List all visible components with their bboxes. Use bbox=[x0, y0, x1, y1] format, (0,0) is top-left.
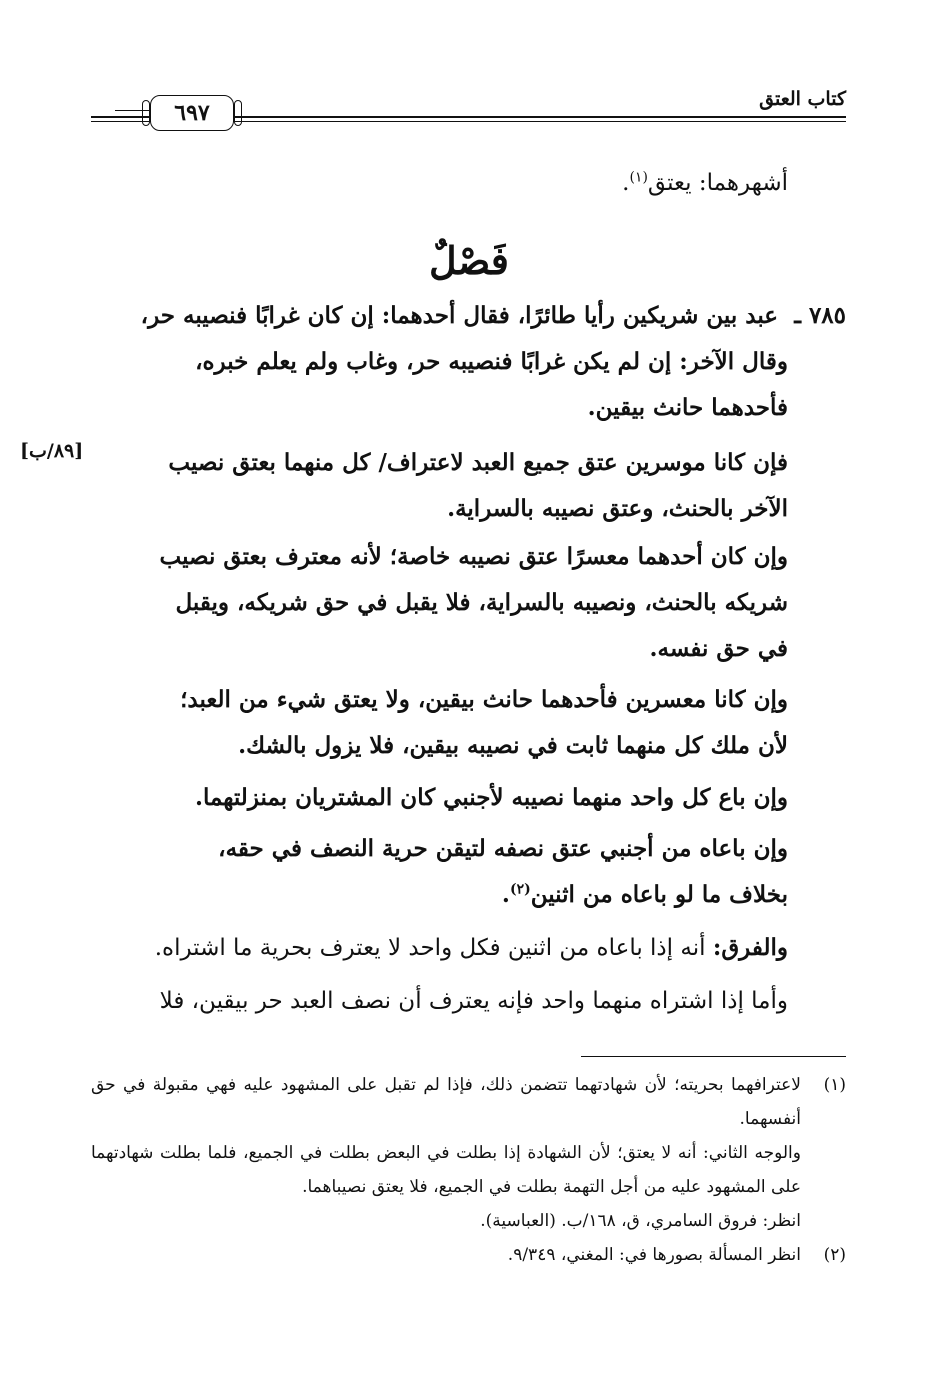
difference-text: أنه إذا باعاه من اثنين فكل واحد لا يعترف بحرية ما اشتراه. bbox=[154, 935, 706, 961]
paragraph-sold-to-one: وإن باعاه من أجنبي عتق نصفه لتيقن حرية النصف في حقه، بخلاف ما لو باعاه من اثنين$^{(٢)}$. bbox=[218, 835, 788, 908]
footnote-2 bbox=[91, 1238, 846, 1272]
paragraph-sold-to-one-text: وإن باعاه من أجنبي عتق نصفه لتيقن حرية النصف في حقه، بخلاف ما لو باعاه من اثنين bbox=[218, 835, 788, 908]
page-number-frame bbox=[150, 95, 234, 131]
footnote-ref-1[interactable]: (١) bbox=[629, 169, 648, 186]
opening-line-text: أشهرهما: يعتق bbox=[647, 170, 788, 196]
paragraph-difference bbox=[153, 925, 788, 971]
footnotes bbox=[91, 1068, 846, 1272]
entry-number: ٧٨٥ ـ bbox=[794, 302, 846, 329]
footnote-2-text: انظر المسألة بصورها في: المغني، ٩/٣٤٩. bbox=[507, 1245, 801, 1265]
paragraph-sold-to-stranger: وإن باع كل واحد منهما نصيبه لأجنبي كان المشتريان بمنزلتهما. bbox=[194, 784, 788, 811]
footnote-1-citation: انظر: فروق السامري، ق، ١٦٨/ب. (العباسية). bbox=[480, 1211, 801, 1231]
section-heading: فَصْلٌ bbox=[429, 238, 509, 283]
paragraph-one-insolvent: وإن كان أحدهما معسرًا عتق نصيبه خاصة؛ لأنه معترف بعتق نصيب شريكه بالحنث، ونصيبه بالسراية، فلا يقبل في حق شريكه، ويقبل في حق نفسه. bbox=[159, 543, 788, 662]
paragraph-both-wealthy: فإن كانا موسرين عتق جميع العبد لاعتراف/ كل منهما بعتق نصيب الآخر بالحنث، وعتق نصيبه بالسراية. bbox=[168, 449, 788, 522]
margin-folio-reference: [٨٩/ب] bbox=[20, 440, 84, 462]
difference-label: والفرق: bbox=[712, 934, 788, 961]
entry-continuation: وقال الآخر: إن لم يكن غرابًا فنصيبه حر، وغاب ولم يعلم خبره، فأحدهما حانث بيقين. bbox=[195, 348, 788, 421]
running-title: كتاب العتق bbox=[759, 88, 846, 110]
footnote-1-text: لاعترافهما بحريته؛ لأن شهادتهما تتضمن ذلك، فإذا لم تقبل على المشهود عليه فهي مقبولة في حق أنفسهما. bbox=[91, 1075, 801, 1129]
footnote-ref-2[interactable]: (٢) bbox=[509, 881, 531, 898]
entry-first-line: عبد بين شريكين رأيا طائرًا، فقال أحدهما: إن كان غرابًا فنصيبه حر، bbox=[140, 302, 778, 329]
footnote-1 bbox=[91, 1068, 846, 1136]
paragraph-both-insolvent: وإن كانا معسرين فأحدهما حانث بيقين، ولا يعتق شيء من العبد؛ لأن ملك كل منهما ثابت في نصيبه بيقين، فلا يزول بالشك. bbox=[180, 686, 788, 759]
footnote-separator bbox=[581, 1056, 846, 1057]
footnote-1-mark: (١) bbox=[823, 1075, 846, 1095]
paragraph-single-buyer: وأما إذا اشتراه منهما واحد فإنه يعترف أن نصف العبد حر بيقين، فلا bbox=[159, 988, 788, 1014]
footnote-2-mark: (٢) bbox=[823, 1245, 846, 1265]
opening-line: أشهرهما: يعتق$^{(١)}$. bbox=[622, 169, 788, 196]
footnote-1-second-view: والوجه الثاني: أنه لا يعتق؛ لأن الشهادة إذا بطلت في البعض بطلت في الجميع، فلما بطلت شهادتهما على المشهود عليه من أجل التهمة بطلت في الجميع، فلا يعتق نصيباهما. bbox=[91, 1143, 801, 1197]
page-number: ٦٩٧ bbox=[174, 100, 210, 126]
